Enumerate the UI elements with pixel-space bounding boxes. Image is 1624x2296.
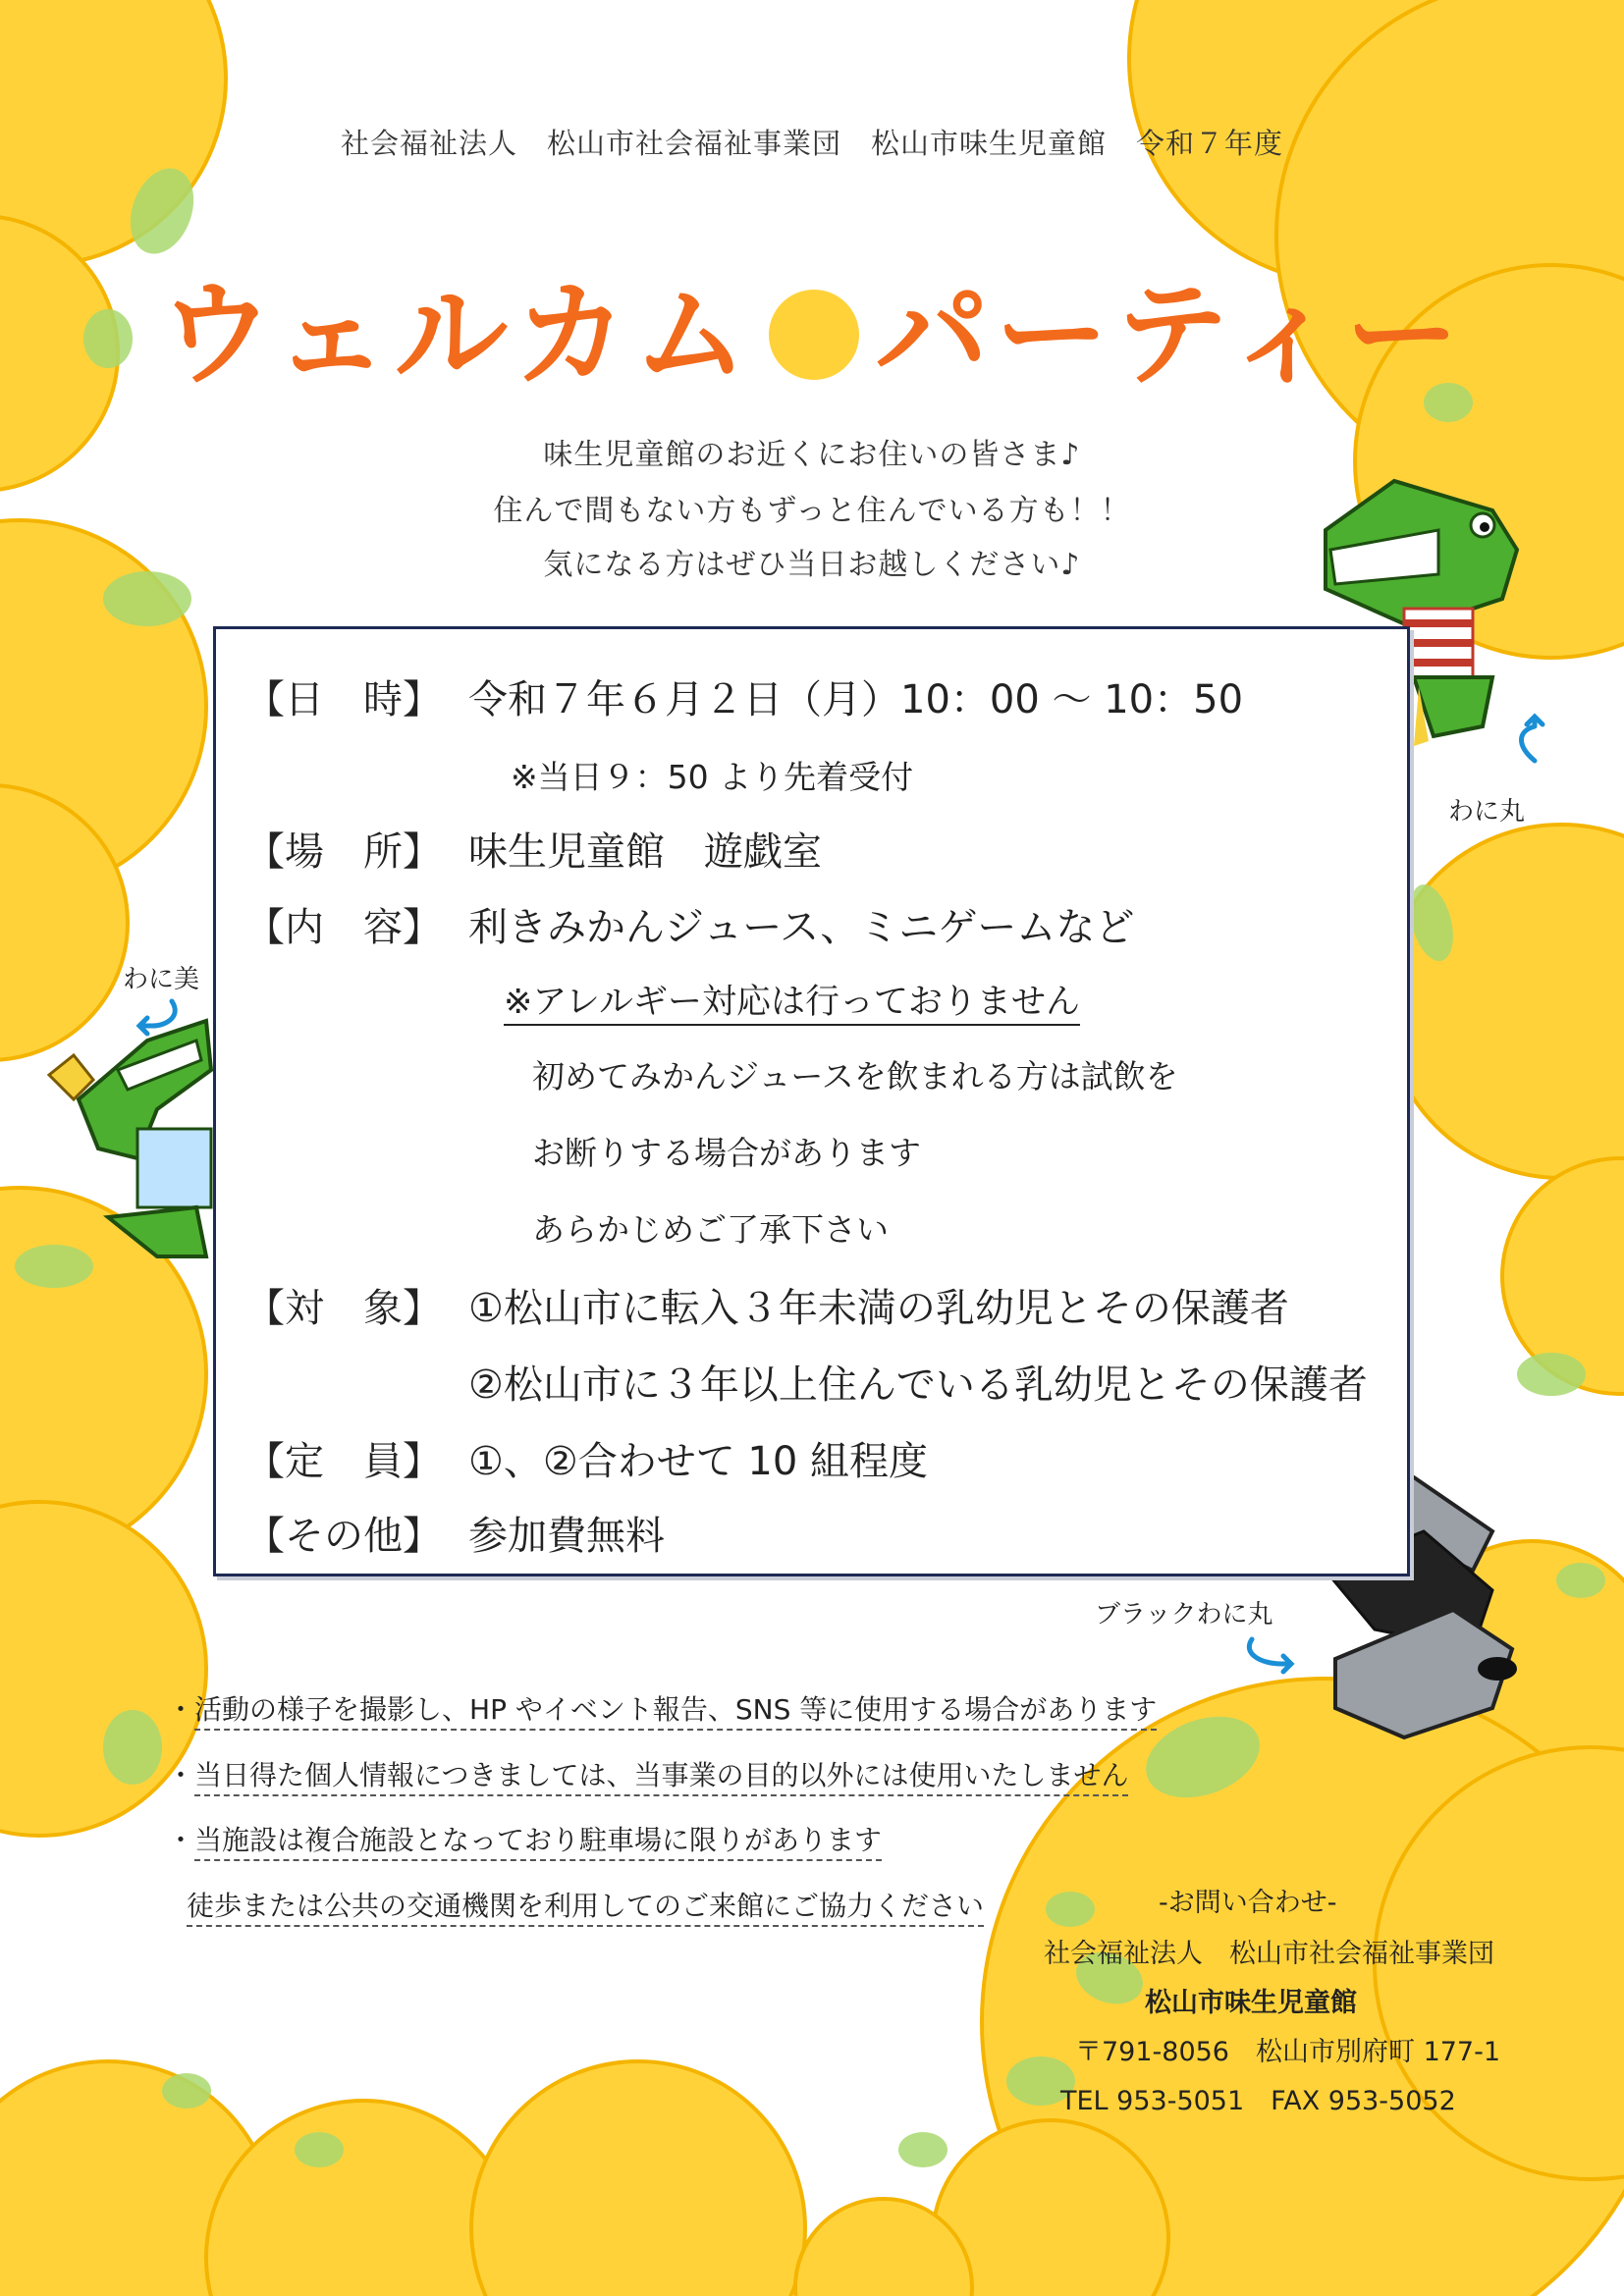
title-part-left: ウェルカム bbox=[158, 269, 754, 401]
wanimi-illustration bbox=[49, 1021, 211, 1256]
trial-note-line-1: 初めてみかんジュースを飲まれる方は試飲を bbox=[532, 1057, 1178, 1095]
place-value: 味生児童館 遊戯室 bbox=[468, 829, 822, 875]
notice-text-2: 当日得た個人情報につきましては、当事業の目的以外には使用いたしません bbox=[194, 1759, 1128, 1796]
notice-text-1: 活動の様子を撮影し、HP やイベント報告、SNS 等に使用する場合があります bbox=[194, 1693, 1157, 1731]
capacity-label: 【定 員】 bbox=[245, 1439, 442, 1484]
event-details-box bbox=[213, 626, 1410, 1576]
content-value: 利きみかんジュース、ミニゲームなど bbox=[468, 905, 1135, 950]
organization-header: 社会福祉法人 松山市社会福祉事業団 松山市味生児童館 令和７年度 bbox=[340, 127, 1283, 160]
allergy-note-text: ※アレルギー対応は行っておりません bbox=[504, 983, 1080, 1026]
character-name-wanimaru: わに丸 bbox=[1448, 797, 1526, 827]
trial-note-line-3: あらかじめご了承下さい bbox=[532, 1210, 889, 1249]
target-value-2: ②松山市に３年以上住んでいる乳幼児とその保護者 bbox=[468, 1362, 1368, 1408]
character-name-black-wanimaru: ブラックわに丸 bbox=[1095, 1600, 1273, 1629]
intro-line-1: 味生児童館のお近くにお住いの皆さま♪ bbox=[543, 438, 1081, 472]
notice-item-4 bbox=[187, 1885, 984, 1924]
target-label: 【対 象】 bbox=[245, 1286, 442, 1331]
contact-facility: 松山市味生児童館 bbox=[1145, 1988, 1357, 2018]
page-title bbox=[0, 243, 1624, 407]
datetime-value: 令和７年６月２日（月）10：00 ～ 10：50 bbox=[468, 677, 1244, 722]
notice-text-4: 徒歩または公共の交通機関を利用してのご来館にご協力ください bbox=[187, 1890, 984, 1927]
trial-note-line-2: お断りする場合があります bbox=[532, 1134, 921, 1172]
arrow-icon bbox=[1249, 1639, 1291, 1672]
intro-line-3: 気になる方はぜひ当日お越しください♪ bbox=[543, 548, 1081, 582]
notice-item-3: ・当施設は複合施設となっており駐車場に限りがあります bbox=[167, 1819, 882, 1858]
target-value-1: ①松山市に転入３年未満の乳幼児とその保護者 bbox=[468, 1286, 1289, 1331]
notice-item-2: ・当日得た個人情報につきましては、当事業の目的以外には使用いたしません bbox=[167, 1754, 1128, 1793]
contact-phone: TEL 953-5051 FAX 953-5052 bbox=[1060, 2086, 1456, 2116]
other-value: 参加費無料 bbox=[468, 1514, 665, 1559]
datetime-note: ※当日９：50 より先着受付 bbox=[511, 758, 914, 796]
notice-text-3: 当施設は複合施設となっており駐車場に限りがあります bbox=[194, 1824, 882, 1861]
place-label: 【場 所】 bbox=[245, 829, 442, 875]
other-label: 【その他】 bbox=[245, 1514, 442, 1559]
arrow-icon bbox=[139, 1001, 175, 1034]
allergy-note bbox=[504, 975, 1080, 1024]
orange-dot-icon bbox=[769, 290, 859, 380]
content-label: 【内 容】 bbox=[245, 905, 442, 950]
contact-org: 社会福祉法人 松山市社会福祉事業団 bbox=[1044, 1939, 1494, 1969]
datetime-label: 【日 時】 bbox=[245, 677, 442, 722]
notice-item-1: ・活動の様子を撮影し、HP やイベント報告、SNS 等に使用する場合があります bbox=[167, 1688, 1157, 1728]
character-name-wanimi: わに美 bbox=[123, 965, 200, 994]
title-part-right: パーティー bbox=[875, 269, 1466, 401]
contact-heading: -お問い合わせ- bbox=[1159, 1888, 1337, 1918]
capacity-value: ①、②合わせて 10 組程度 bbox=[468, 1439, 929, 1484]
contact-address: 〒791-8056 松山市別府町 177-1 bbox=[1075, 2037, 1501, 2067]
arrow-icon bbox=[1522, 717, 1543, 761]
intro-line-2: 住んで間もない方もずっと住んでいる方も！！ bbox=[493, 494, 1131, 528]
